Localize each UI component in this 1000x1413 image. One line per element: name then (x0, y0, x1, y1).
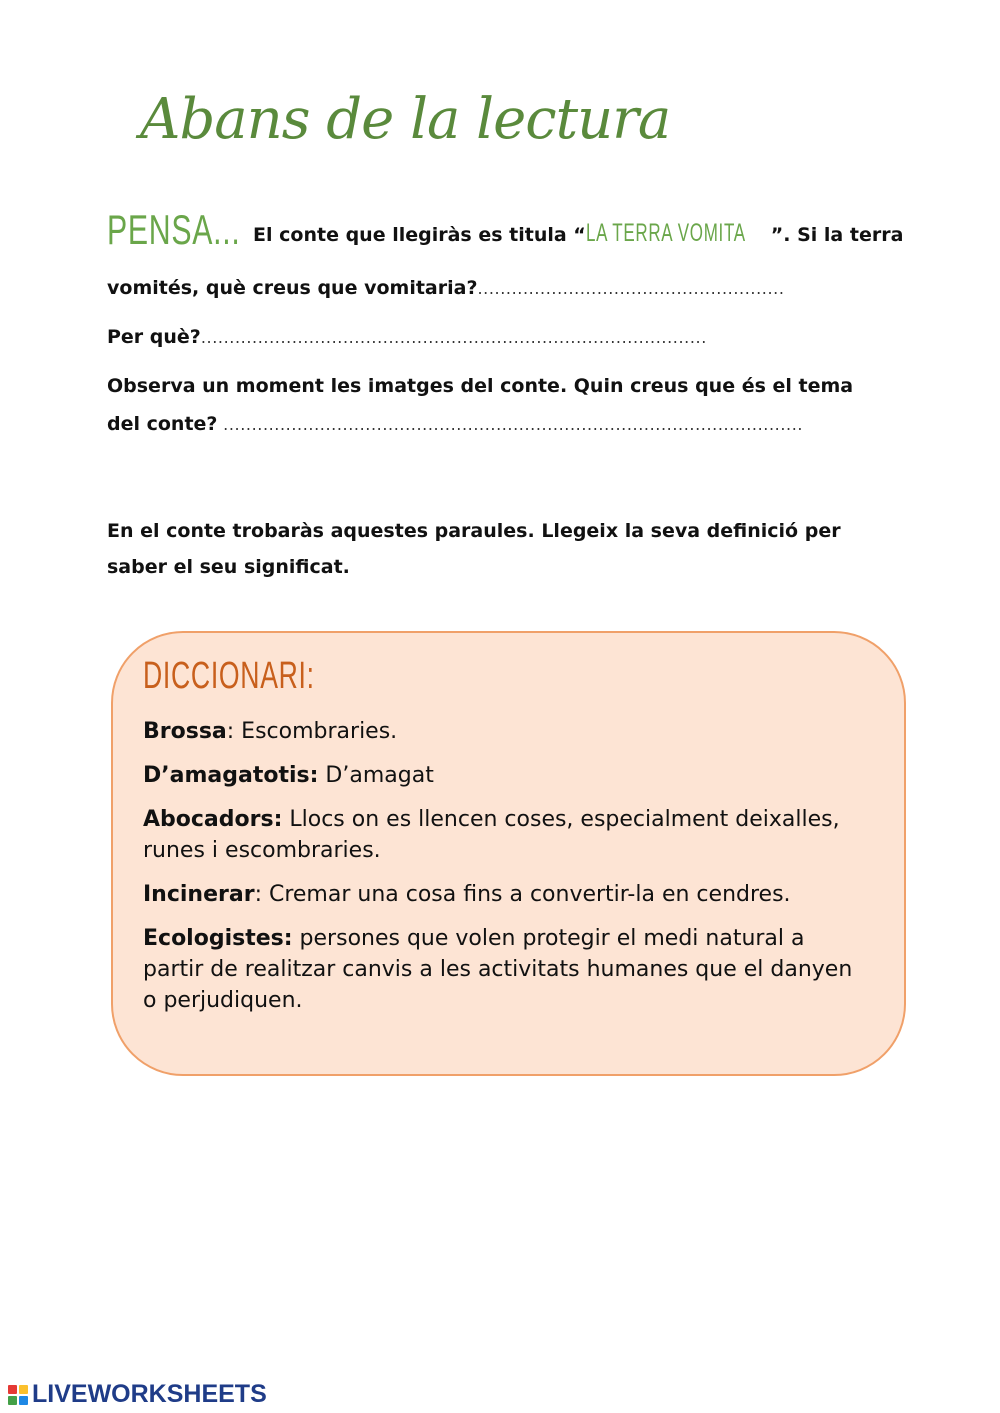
liveworksheets-logo[interactable] (8, 1380, 267, 1409)
dictionary-entry-abocadors (143, 804, 863, 866)
instructions-line-1: En el conte trobaràs aquestes paraules. Llegeix la seva definició per (107, 520, 841, 542)
page-title: Abans de la lectura (140, 87, 671, 152)
question-line-1-text-b: ”. Si la terra (770, 224, 904, 246)
logo-text: LIVEWORKSHEETS (32, 1380, 267, 1408)
dictionary-term: Brossa (143, 719, 227, 744)
pensa-label: PENSA... (107, 206, 241, 253)
book-title: LA TERRA VOMITA (585, 219, 746, 247)
question-line-2-text: vomités, què creus que vomitaria? (107, 277, 478, 299)
instructions-line-2: saber el seu significat. (107, 556, 350, 578)
dictionary-definition: : Escombraries. (226, 719, 398, 744)
logo-mark-icon (8, 1385, 28, 1405)
dictionary-definition: D’amagat (318, 763, 434, 788)
dictionary-definition: persones que volen protegir el medi natural a partir de realitzar canvis a les activitats humanes que el danyen o perjudiquen. (143, 926, 853, 1013)
question-line-5-text: del conte? (107, 413, 218, 435)
question-line-4-text: Observa un moment les imatges del conte. Quin creus que és el tema (107, 375, 854, 397)
question-line-2 (107, 277, 785, 300)
question-line-4 (107, 375, 853, 398)
answer-blank-2[interactable]: ......................................................................................... (200, 328, 707, 347)
dictionary-definition: Llocs on es llencen coses, especialment deixalles, runes i escombraries. (143, 807, 840, 863)
dictionary-title: DICCIONARI: (143, 655, 315, 697)
question-line-3-text: Per què? (107, 326, 201, 348)
answer-blank-3[interactable]: ...................................................................................................... (217, 415, 804, 434)
question-line-1-text-a: El conte que llegiràs es titula “ (253, 224, 586, 246)
dictionary-entry-brossa (143, 716, 863, 747)
dictionary-definition: : Cremar una cosa fins a convertir-la en cendres. (254, 882, 791, 907)
dictionary-entry-damagatotis (143, 760, 863, 791)
question-line-5 (107, 413, 803, 436)
dictionary-term: D’amagatotis: (143, 763, 319, 788)
dictionary-term: Incinerar (143, 882, 255, 907)
question-line-3 (107, 326, 707, 349)
dictionary-term: Abocadors: (143, 807, 283, 832)
dictionary-entry-ecologistes (143, 923, 863, 1016)
dictionary-entry-incinerar (143, 879, 863, 910)
question-line-1 (107, 205, 903, 255)
answer-blank-1[interactable]: ...................................................... (477, 279, 785, 298)
dictionary-term: Ecologistes: (143, 926, 293, 951)
